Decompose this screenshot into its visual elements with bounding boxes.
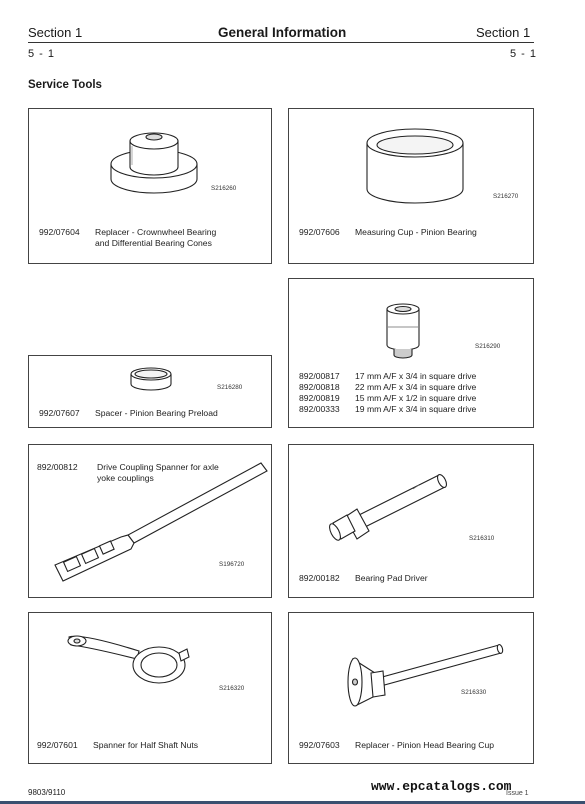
tool-card-replacer-crownwheel — [28, 108, 272, 264]
part-description-line-1: Drive Coupling Spanner for axle — [97, 462, 219, 472]
part-number: 892/00812 — [37, 462, 78, 472]
part-description: 17 mm A/F x 3/4 in square drive — [355, 371, 477, 381]
part-description: 19 mm A/F x 3/4 in square drive — [355, 404, 477, 414]
part-number: 992/07607 — [39, 408, 80, 418]
figure-ref: S216280 — [217, 384, 243, 391]
document-code: 9803/9110 — [28, 788, 66, 797]
figure-ref: S216260 — [211, 185, 237, 192]
part-number: 892/00819 — [299, 393, 340, 403]
part-description-line-2: yoke couplings — [97, 472, 154, 483]
tool-card-measuring-cup — [288, 108, 534, 264]
part-number: 892/00182 — [299, 573, 340, 583]
part-description — [97, 462, 219, 484]
tool-card-sockets — [288, 278, 534, 428]
part-description-line-1: Replacer - Crownwheel Bearing — [95, 227, 217, 237]
part-description: 22 mm A/F x 3/4 in square drive — [355, 382, 477, 392]
header-rule — [28, 42, 534, 43]
tool-card-bearing-pad-driver — [288, 444, 534, 598]
tool-card-spanner-half-shaft — [28, 612, 272, 764]
part-description-line-2: and Differential Bearing Cones — [95, 237, 212, 248]
part-number: 892/00333 — [299, 404, 340, 414]
page-title: General Information — [218, 25, 347, 40]
measuring-cup-illustration — [289, 109, 535, 265]
part-number: 992/07603 — [299, 740, 340, 750]
part-description: 15 mm A/F x 1/2 in square drive — [355, 393, 477, 403]
part-number: 992/07604 — [39, 227, 80, 237]
service-tools-heading: Service Tools — [28, 79, 102, 91]
part-number: 992/07606 — [299, 227, 340, 237]
page-number-right: 5 - 1 — [510, 48, 538, 60]
part-number: 892/00818 — [299, 382, 340, 392]
watermark-text: www.epcatalogs.com — [371, 779, 512, 794]
part-description: Spacer - Pinion Bearing Preload — [95, 408, 218, 418]
issue-label: Issue 1 — [506, 790, 529, 797]
figure-ref: S216320 — [219, 685, 245, 692]
tool-card-spacer — [28, 355, 272, 428]
section-label-right: Section 1 — [476, 25, 531, 40]
figure-ref: S196720 — [219, 561, 245, 568]
part-description: Measuring Cup - Pinion Bearing — [355, 227, 477, 237]
tool-card-drive-coupling-spanner — [28, 444, 272, 598]
part-description — [95, 227, 216, 249]
page-number-left: 5 - 1 — [28, 48, 56, 60]
part-number: 892/00817 — [299, 371, 340, 381]
part-description: Bearing Pad Driver — [355, 573, 428, 583]
section-label-left: Section 1 — [28, 25, 83, 40]
figure-ref: S216270 — [493, 193, 519, 200]
part-description: Replacer - Pinion Head Bearing Cup — [355, 740, 495, 750]
part-description: Spanner for Half Shaft Nuts — [93, 740, 199, 750]
figure-ref: S216330 — [461, 689, 487, 696]
tool-card-replacer-pinion-head — [288, 612, 534, 764]
part-number: 992/07601 — [37, 740, 78, 750]
figure-ref: S216310 — [469, 535, 495, 542]
figure-ref: S216290 — [475, 343, 501, 350]
